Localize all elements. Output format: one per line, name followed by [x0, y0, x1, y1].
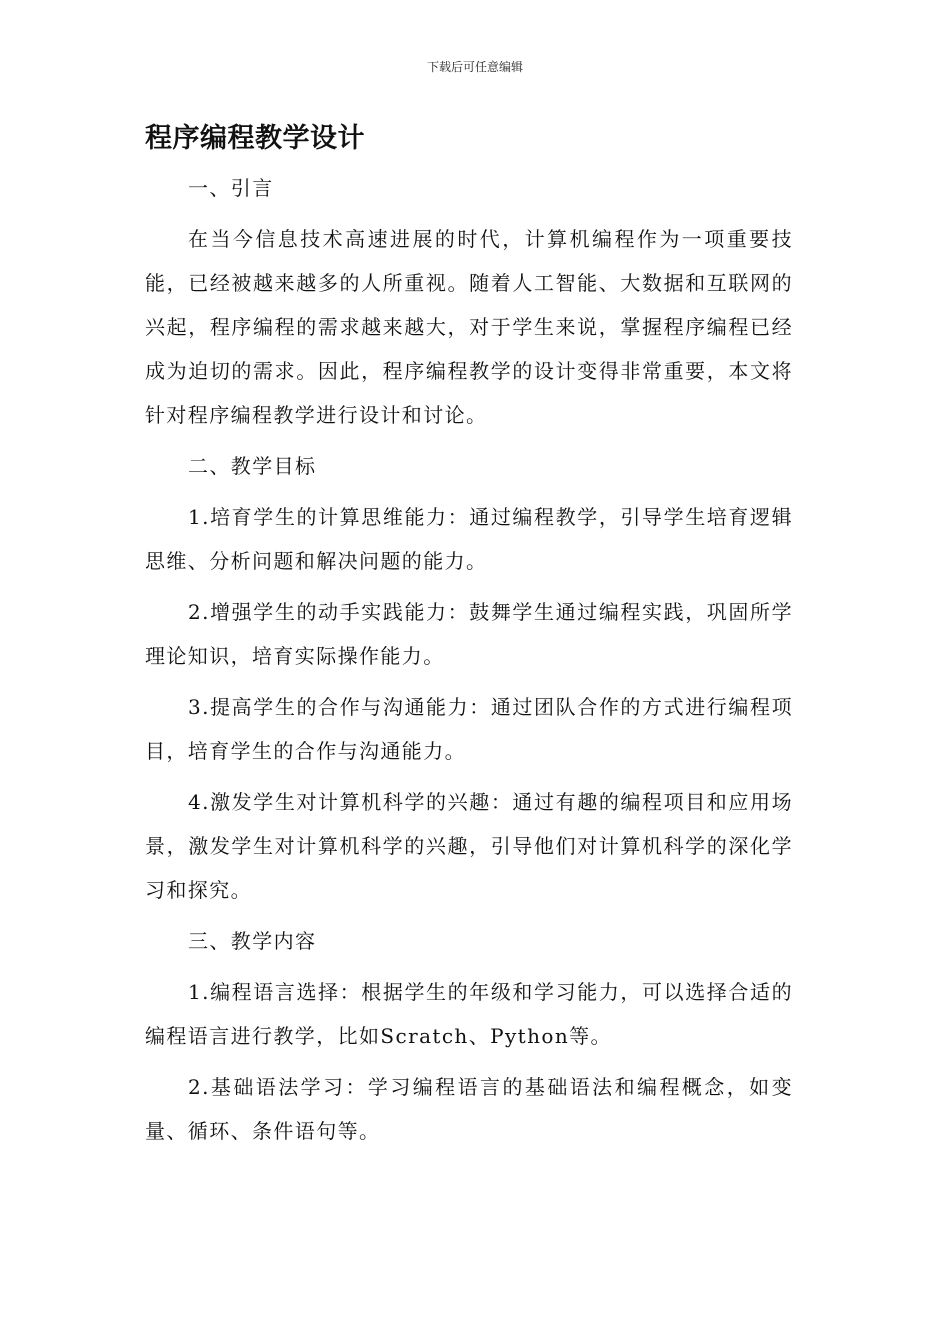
document-body	[145, 166, 793, 1160]
goal-item: 2.增强学生的动手实践能力：鼓舞学生通过编程实践，巩固所学理论知识，培育实际操作能力。	[145, 600, 793, 668]
goal-item: 3.提高学生的合作与沟通能力：通过团队合作的方式进行编程项目，培育学生的合作与沟通能力。	[145, 695, 793, 763]
header-note: 下载后可任意编辑	[426, 60, 523, 74]
content-item: 2.基础语法学习：学习编程语言的基础语法和编程概念，如变量、循环、条件语句等。	[145, 1075, 793, 1143]
goal-item: 1.培育学生的计算思维能力：通过编程教学，引导学生培育逻辑思维、分析问题和解决问题的能力。	[145, 505, 793, 573]
goal-item: 4.激发学生对计算机科学的兴趣：通过有趣的编程项目和应用场景，激发学生对计算机科学的兴趣，引导他们对计算机科学的深化学习和探究。	[145, 790, 793, 902]
section-heading-goals: 二、教学目标	[188, 454, 317, 478]
section-heading-content: 三、教学内容	[188, 929, 317, 953]
intro-paragraph: 在当今信息技术高速进展的时代，计算机编程作为一项重要技能，已经被越来越多的人所重视。随着人工智能、大数据和互联网的兴起，程序编程的需求越来越大，对于学生来说，掌握程序编程已经成为迫切的需求。因此，程序编程教学的设计变得非常重要，本文将针对程序编程教学进行设计和讨论。	[145, 227, 793, 427]
section-heading-intro: 一、引言	[188, 176, 274, 200]
content-item: 1.编程语言选择：根据学生的年级和学习能力，可以选择合适的编程语言进行教学，比如Scratch、Python等。	[145, 980, 793, 1048]
document-title: 程序编程教学设计	[145, 123, 365, 154]
